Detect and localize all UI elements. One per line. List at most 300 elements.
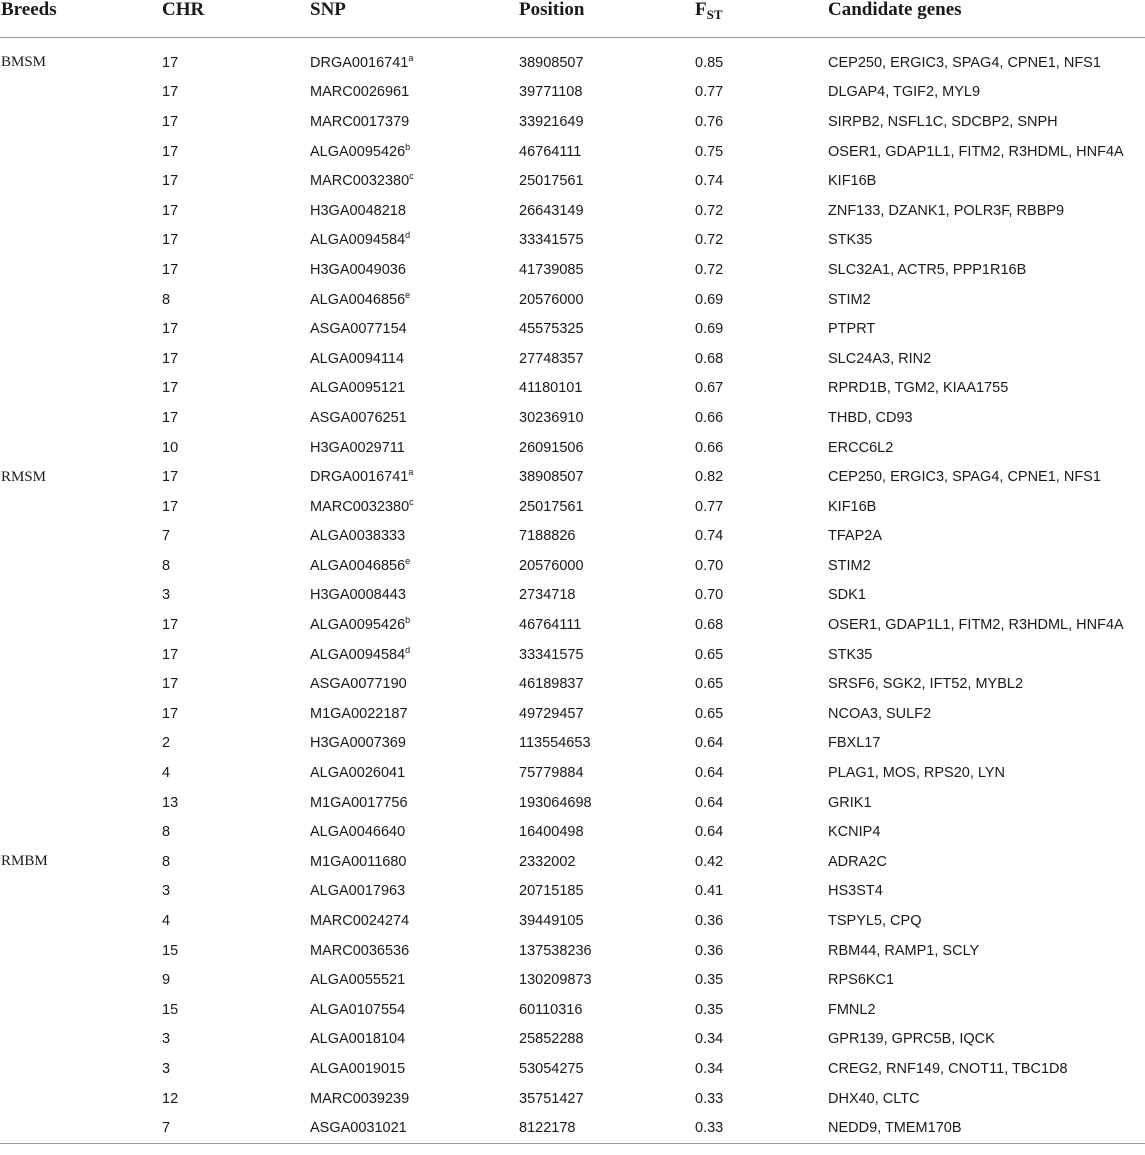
breed-cell: [0, 196, 161, 226]
chr-cell: 3: [162, 883, 171, 900]
snp-id: MARC0036536: [310, 942, 410, 959]
chr-cell: 8: [162, 291, 171, 308]
snp-id: ALGA0046856: [310, 557, 406, 574]
position-cell: 2332002: [519, 853, 576, 870]
position-cell: 193064698: [519, 794, 592, 811]
table-row: [0, 729, 1145, 759]
fst-cell: 0.65: [695, 705, 724, 722]
snp-id: MARC0024274: [310, 913, 410, 930]
snp-cell: [309, 38, 518, 78]
chr-cell: 17: [162, 469, 179, 486]
breed-cell: [0, 906, 161, 936]
table-row: [0, 758, 1145, 788]
chr-cell: 8: [162, 853, 171, 870]
breed-cell: [0, 581, 161, 611]
position-cell: 38908507: [519, 469, 584, 486]
candidate-genes-cell: SLC32A1, ACTR5, PPP1R16B: [828, 261, 1027, 278]
table-row: [0, 640, 1145, 670]
position-cell: 26643149: [519, 202, 584, 219]
chr-cell: 7: [162, 528, 171, 545]
snp-id: ASGA0076251: [310, 409, 407, 426]
snp-footnote-marker: c: [409, 171, 414, 182]
candidate-genes-cell: NCOA3, SULF2: [828, 705, 932, 722]
candidate-genes-cell: OSER1, GDAP1L1, FITM2, R3HDML, HNF4A: [828, 143, 1124, 160]
chr-cell: 17: [162, 646, 179, 663]
header-fst-main: F: [695, 0, 707, 20]
table-row: [0, 995, 1145, 1025]
table-row: [0, 285, 1145, 315]
position-cell: 38908507: [519, 54, 584, 71]
snp-cell: [309, 374, 518, 404]
position-cell: 25017561: [519, 173, 584, 190]
breed-cell: [0, 344, 161, 374]
chr-cell: 17: [162, 321, 179, 338]
breed-cell: RMBM: [1, 853, 48, 870]
header-breeds: Breeds: [0, 0, 161, 38]
snp-cell: [309, 462, 518, 492]
fst-cell: 0.35: [695, 972, 724, 989]
snp-id: DRGA0016741: [310, 469, 409, 486]
candidate-genes-cell: SRSF6, SGK2, IFT52, MYBL2: [828, 676, 1024, 693]
fst-cell: 0.67: [695, 380, 724, 397]
snp-cell: [309, 1025, 518, 1055]
chr-cell: 17: [162, 409, 179, 426]
header-row: [0, 0, 1145, 38]
snp-cell: [309, 1084, 518, 1114]
header-fst-subscript: ST: [706, 7, 723, 22]
fst-cell: 0.74: [695, 528, 724, 545]
position-cell: 30236910: [519, 409, 584, 426]
position-cell: 53054275: [519, 1060, 584, 1077]
snp-cell: [309, 226, 518, 256]
snp-footnote-marker: c: [409, 496, 414, 507]
position-cell: 16400498: [519, 824, 584, 841]
snp-cell: [309, 847, 518, 877]
snp-id: ALGA0094114: [310, 350, 405, 367]
table-row: [0, 492, 1145, 522]
breed-cell: [0, 1054, 161, 1084]
breed-cell: RMSM: [1, 468, 47, 485]
breed-cell: [0, 995, 161, 1025]
candidate-genes-cell: KIF16B: [828, 173, 877, 190]
breed-cell: [0, 166, 161, 196]
position-cell: 33921649: [519, 113, 584, 130]
position-cell: 7188826: [519, 528, 576, 545]
snp-id: MARC0032380: [310, 498, 410, 515]
candidate-genes-cell: SDK1: [828, 587, 866, 604]
fst-cell: 0.41: [695, 883, 724, 900]
snp-footnote-marker: b: [405, 141, 411, 152]
header-fst: [694, 0, 827, 38]
chr-cell: 8: [162, 824, 171, 841]
snp-footnote-marker: d: [405, 644, 411, 655]
candidate-genes-cell: STIM2: [828, 291, 871, 308]
breed-cell: [0, 817, 161, 847]
chr-cell: 17: [162, 202, 179, 219]
candidate-genes-cell: FMNL2: [828, 1001, 876, 1018]
table-row: [0, 788, 1145, 818]
breed-cell: [0, 255, 161, 285]
table-row: [0, 581, 1145, 611]
breed-cell: [0, 936, 161, 966]
table-row: [0, 1113, 1145, 1143]
snp-cell: [309, 492, 518, 522]
header-snp: SNP: [309, 0, 518, 38]
candidate-genes-cell: CEP250, ERGIC3, SPAG4, CPNE1, NFS1: [828, 469, 1101, 486]
snp-cell: [309, 877, 518, 907]
chr-cell: 17: [162, 54, 179, 71]
position-cell: 130209873: [519, 972, 592, 989]
position-cell: 27748357: [519, 350, 584, 367]
position-cell: 39449105: [519, 913, 584, 930]
candidate-genes-cell: NEDD9, TMEM170B: [827, 1113, 1145, 1143]
table-row: [0, 610, 1145, 640]
candidate-genes-cell: RPS6KC1: [828, 972, 895, 989]
candidate-genes-cell: TSPYL5, CPQ: [828, 913, 922, 930]
snp-id: MARC0026961: [310, 84, 410, 101]
fst-cell: 0.72: [695, 261, 724, 278]
table-row: [0, 906, 1145, 936]
candidate-genes-cell: DHX40, CLTC: [828, 1090, 920, 1107]
position-cell: 33341575: [519, 232, 584, 249]
table-row: [0, 669, 1145, 699]
fst-cell: 0.74: [695, 173, 724, 190]
position-cell: 20715185: [519, 883, 584, 900]
snp-cell: [309, 581, 518, 611]
breed-cell: [0, 1113, 161, 1143]
snp-id: ALGA0095426: [310, 617, 406, 634]
snp-footnote-marker: e: [405, 289, 411, 300]
candidate-genes-cell: STK35: [828, 232, 873, 249]
table-row: [0, 1084, 1145, 1114]
breed-cell: [0, 1084, 161, 1114]
breed-cell: [0, 433, 161, 463]
breed-cell: [0, 965, 161, 995]
position-cell: 75779884: [519, 765, 584, 782]
position-cell: 26091506: [519, 439, 584, 456]
position-cell: 39771108: [519, 84, 583, 101]
fst-cell: 0.42: [695, 853, 724, 870]
breed-cell: [0, 610, 161, 640]
fst-cell: 0.76: [695, 113, 724, 130]
position-cell: 113554653: [519, 735, 591, 752]
chr-cell: 17: [162, 350, 179, 367]
fst-cell: 0.33: [694, 1113, 827, 1143]
breed-cell: [0, 877, 161, 907]
snp-cell: [309, 107, 518, 137]
table-row: [0, 107, 1145, 137]
snp-id: ALGA0017963: [310, 883, 406, 900]
snp-cell: [309, 610, 518, 640]
snp-id: ALGA0019015: [310, 1060, 406, 1077]
snp-id: ASGA0077154: [310, 321, 407, 338]
candidate-genes-cell: GRIK1: [828, 794, 872, 811]
table-row: [0, 462, 1145, 492]
fst-cell: 0.75: [695, 143, 724, 160]
fst-cell: 0.36: [695, 942, 724, 959]
position-cell: 137538236: [519, 942, 592, 959]
snp-cell: [309, 699, 518, 729]
candidate-genes-cell: OSER1, GDAP1L1, FITM2, R3HDML, HNF4A: [828, 617, 1124, 634]
table-row: [0, 551, 1145, 581]
candidate-genes-cell: ADRA2C: [828, 853, 887, 870]
snp-cell: [309, 1054, 518, 1084]
snp-footnote-marker: b: [405, 615, 411, 626]
snp-cell: [309, 285, 518, 315]
fst-cell: 0.66: [695, 409, 724, 426]
candidate-genes-cell: STIM2: [828, 557, 871, 574]
breed-cell: [0, 758, 161, 788]
breed-cell: [0, 729, 161, 759]
position-cell: 8122178: [518, 1113, 694, 1143]
breed-cell: [0, 640, 161, 670]
snp-id: M1GA0017756: [310, 794, 408, 811]
table-row: [0, 314, 1145, 344]
table-row: [0, 38, 1145, 78]
snp-id: H3GA0029711: [310, 439, 405, 456]
fst-cell: 0.64: [695, 824, 724, 841]
position-cell: 20576000: [519, 291, 584, 308]
position-cell: 60110316: [519, 1001, 583, 1018]
chr-cell: 7: [161, 1113, 309, 1143]
candidate-genes-cell: RBM44, RAMP1, SCLY: [828, 942, 980, 959]
chr-cell: 17: [162, 617, 179, 634]
chr-cell: 3: [162, 1060, 171, 1077]
fst-cell: 0.33: [695, 1090, 724, 1107]
table-row: [0, 196, 1145, 226]
candidate-genes-cell: KCNIP4: [828, 824, 881, 841]
candidate-genes-cell: ERCC6L2: [828, 439, 894, 456]
table-row: [0, 226, 1145, 256]
table-row: [0, 699, 1145, 729]
candidate-genes-cell: SLC24A3, RIN2: [828, 350, 932, 367]
candidate-genes-cell: TFAP2A: [828, 528, 882, 545]
position-cell: 2734718: [519, 587, 576, 604]
breed-cell: [0, 403, 161, 433]
snp-cell: [309, 196, 518, 226]
snp-footnote-marker: d: [405, 230, 411, 241]
snp-cell: [309, 788, 518, 818]
chr-cell: 12: [162, 1090, 179, 1107]
fst-cell: 0.70: [695, 587, 724, 604]
fst-cell: 0.36: [695, 913, 724, 930]
candidate-genes-cell: STK35: [828, 646, 873, 663]
breed-cell: BMSM: [1, 54, 47, 71]
snp-footnote-marker: e: [405, 555, 411, 566]
snp-id: ALGA0055521: [310, 972, 406, 989]
table-header: [0, 0, 1145, 38]
table-row: [0, 433, 1145, 463]
table-row: [0, 847, 1145, 877]
candidate-genes-cell: ZNF133, DZANK1, POLR3F, RBBP9: [828, 202, 1065, 219]
table-row: [0, 78, 1145, 108]
candidate-genes-cell: THBD, CD93: [828, 409, 913, 426]
table-row: [0, 1025, 1145, 1055]
fst-cell: 0.85: [695, 54, 724, 71]
table-row: [0, 817, 1145, 847]
snp-cell: [309, 433, 518, 463]
candidate-genes-cell: KIF16B: [828, 498, 877, 515]
breed-cell: [0, 492, 161, 522]
table-body: [0, 38, 1145, 1144]
fst-cell: 0.68: [695, 617, 724, 634]
snp-id: M1GA0022187: [310, 705, 408, 722]
chr-cell: 17: [162, 380, 179, 397]
table-row: [0, 877, 1145, 907]
breed-cell: [0, 226, 161, 256]
snp-footnote-marker: a: [408, 467, 414, 478]
fst-cell: 0.77: [695, 498, 724, 515]
fst-cell: 0.82: [695, 469, 724, 486]
candidate-genes-cell: PLAG1, MOS, RPS20, LYN: [828, 765, 1006, 782]
snp-cell: [309, 758, 518, 788]
snp-cell: [309, 995, 518, 1025]
snp-cell: [309, 551, 518, 581]
table-row: [0, 522, 1145, 552]
snp-id: DRGA0016741: [310, 54, 409, 71]
snp-cell: [309, 78, 518, 108]
chr-cell: 9: [162, 972, 171, 989]
fst-cell: 0.34: [695, 1060, 724, 1077]
breed-cell: [0, 1025, 161, 1055]
breed-cell: [0, 107, 161, 137]
snp-cell: [309, 344, 518, 374]
fst-cell: 0.64: [695, 735, 724, 752]
candidate-genes-cell: SIRPB2, NSFL1C, SDCBP2, SNPH: [828, 113, 1058, 130]
position-cell: 25852288: [519, 1031, 584, 1048]
snp-cell: [309, 255, 518, 285]
chr-cell: 10: [162, 439, 179, 456]
breed-cell: [0, 669, 161, 699]
position-cell: 45575325: [519, 321, 584, 338]
table-row: [0, 166, 1145, 196]
snp-cell: [309, 1113, 518, 1143]
position-cell: 35751427: [519, 1090, 584, 1107]
chr-cell: 17: [162, 261, 179, 278]
fst-cell: 0.72: [695, 232, 724, 249]
breed-cell: [0, 137, 161, 167]
position-cell: 49729457: [519, 705, 584, 722]
chr-cell: 3: [162, 1031, 171, 1048]
snp-id: ALGA0107554: [310, 1001, 406, 1018]
snp-cell: [309, 314, 518, 344]
position-cell: 25017561: [519, 498, 584, 515]
table-row: [0, 344, 1145, 374]
chr-cell: 4: [162, 913, 171, 930]
snp-id: MARC0017379: [310, 113, 410, 130]
snp-id: MARC0039239: [310, 1090, 410, 1107]
snp-id: ALGA0026041: [310, 765, 406, 782]
snp-id: ALGA0095121: [310, 380, 406, 397]
snp-cell: [309, 965, 518, 995]
breed-cell: [0, 551, 161, 581]
chr-cell: 8: [162, 557, 171, 574]
fst-cell: 0.70: [695, 557, 724, 574]
snp-cell: [309, 522, 518, 552]
chr-cell: 17: [162, 232, 179, 249]
snp-cell: [309, 906, 518, 936]
chr-cell: 3: [162, 587, 171, 604]
table-row: [0, 965, 1145, 995]
candidate-genes-cell: FBXL17: [828, 735, 881, 752]
breed-cell: [0, 788, 161, 818]
snp-id: H3GA0049036: [310, 261, 406, 278]
header-chr: CHR: [161, 0, 309, 38]
position-cell: 46189837: [519, 676, 584, 693]
chr-cell: 2: [162, 735, 171, 752]
snp-id: ALGA0018104: [310, 1031, 406, 1048]
snp-id: H3GA0008443: [310, 587, 406, 604]
snp-id: ALGA0038333: [310, 528, 406, 545]
snp-id: MARC0032380: [310, 173, 410, 190]
snp-cell: [309, 817, 518, 847]
candidate-genes-cell: GPR139, GPRC5B, IQCK: [828, 1031, 995, 1048]
breed-cell: [0, 314, 161, 344]
snp-cell: [309, 166, 518, 196]
position-cell: 33341575: [519, 646, 584, 663]
chr-cell: 13: [162, 794, 179, 811]
snp-id: ALGA0094584: [310, 646, 406, 663]
fst-cell: 0.35: [695, 1001, 724, 1018]
chr-cell: 15: [162, 942, 179, 959]
snp-id: H3GA0048218: [310, 202, 406, 219]
position-cell: 41739085: [519, 261, 584, 278]
table-row: [0, 936, 1145, 966]
table-row: [0, 403, 1145, 433]
fst-cell: 0.69: [695, 291, 724, 308]
chr-cell: 17: [162, 676, 179, 693]
snp-id: ALGA0046856: [310, 291, 406, 308]
table-row: [0, 255, 1145, 285]
breed-cell: [0, 699, 161, 729]
table-row: [0, 374, 1145, 404]
breed-cell: [0, 285, 161, 315]
snp-footnote-marker: a: [408, 52, 414, 63]
fst-cell: 0.34: [695, 1031, 724, 1048]
snp-id: ALGA0095426: [310, 143, 406, 160]
snp-id: ALGA0094584: [310, 232, 406, 249]
candidate-genes-cell: CREG2, RNF149, CNOT11, TBC1D8: [828, 1060, 1068, 1077]
table-row: [0, 137, 1145, 167]
breed-cell: [0, 522, 161, 552]
chr-cell: 17: [162, 173, 179, 190]
breed-cell: [0, 78, 161, 108]
candidate-genes-cell: HS3ST4: [828, 883, 883, 900]
fst-cell: 0.72: [695, 202, 724, 219]
chr-cell: 17: [162, 113, 179, 130]
position-cell: 46764111: [519, 143, 582, 160]
snp-id: H3GA0007369: [310, 735, 406, 752]
snp-id: M1GA0011680: [310, 853, 407, 870]
header-candidate-genes: Candidate genes: [827, 0, 1145, 38]
snp-id: ALGA0046640: [310, 824, 406, 841]
fst-cell: 0.66: [695, 439, 724, 456]
breed-cell: [0, 374, 161, 404]
chr-cell: 17: [162, 705, 179, 722]
fst-cell: 0.69: [695, 321, 724, 338]
candidate-genes-cell: RPRD1B, TGM2, KIAA1755: [828, 380, 1009, 397]
position-cell: 41180101: [519, 380, 583, 397]
snp-id: ASGA0031021: [310, 1120, 407, 1137]
chr-cell: 17: [162, 84, 179, 101]
fst-cell: 0.65: [695, 676, 724, 693]
fst-cell: 0.65: [695, 646, 724, 663]
position-cell: 46764111: [519, 617, 582, 634]
chr-cell: 4: [162, 765, 171, 782]
fst-cell: 0.77: [695, 84, 724, 101]
chr-cell: 15: [162, 1001, 179, 1018]
table-row: [0, 1054, 1145, 1084]
